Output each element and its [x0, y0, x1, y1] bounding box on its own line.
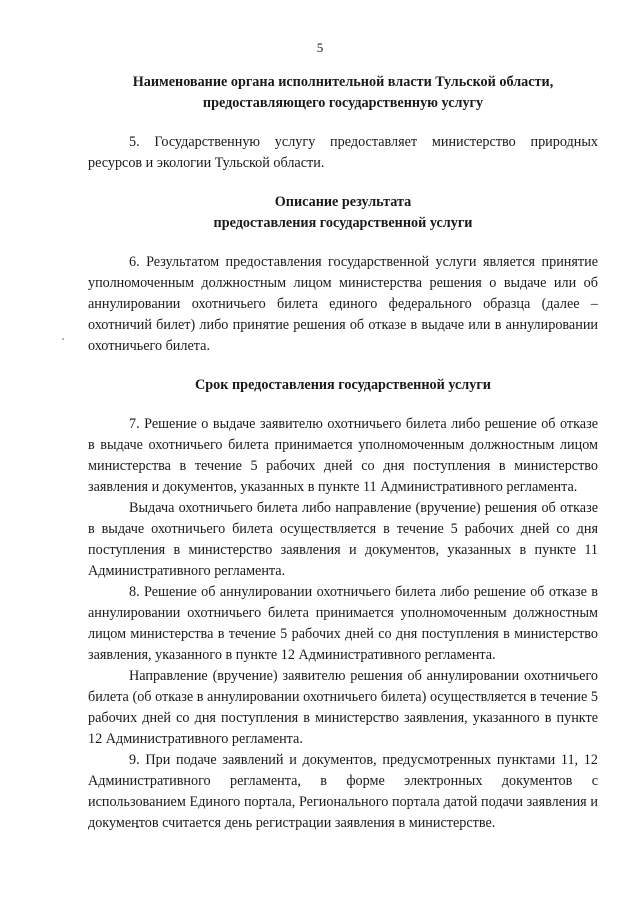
paragraph-8: 8. Решение об аннулировании охотничьего билета либо решение об отказе в аннулировании охотничьего билета принимается уполномоченным должностным лицом министерства в течение 5 рабочих дней со дня поступления в министерство заявления, указанного в пункте 12 Административного регламента.	[88, 584, 598, 663]
section-heading-authority	[88, 72, 598, 114]
heading-line: предоставляющего государственную услугу	[202, 95, 484, 111]
section-heading-result	[88, 192, 598, 234]
heading-line: Описание результата	[274, 194, 412, 210]
paragraph-8-continued: Направление (вручение) заявителю решения об аннулировании охотничьего билета (об отказе в аннулировании охотничьего билета) осуществляется в течение 5 рабочих дней со дня поступления в министерство заявления, указанного в пункте 12 Административного регламента.	[88, 668, 598, 747]
heading-line: Наименование органа исполнительной власти Тульской области,	[132, 74, 554, 90]
paragraph-7-continued: Выдача охотничьего билета либо направление (вручение) решения об отказе в выдаче охотничьего билета осуществляется в течение 5 рабочих дней со дня поступления в министерство заявления и документов, указанных в пункте 11 Административного регламента.	[88, 500, 598, 579]
section-heading-term	[88, 375, 598, 396]
scan-speck	[62, 338, 64, 340]
paragraph-9: 9. При подаче заявлений и документов, предусмотренных пунктами 11, 12 Административного регламента, в форме электронных документов с использованием Единого портала, Регионального портала датой подачи заявления и документов считается день регистрации заявления в министерстве.	[88, 752, 598, 831]
paragraph-5: 5. Государственную услугу предоставляет министерство природных ресурсов и экологии Тульской области.	[88, 134, 598, 171]
paragraph-6: 6. Результатом предоставления государственной услуги является принятие уполномоченным должностным лицом министерства решения о выдаче или об аннулировании охотничьего билета единого федерального образца (далее – охотничий билет) либо принятие решения об отказе в выдаче или в аннулировании охотничьего билета.	[88, 254, 598, 354]
paragraph-7: 7. Решение о выдаче заявителю охотничьего билета либо решение об отказе в выдаче охотничьего билета принимается уполномоченным должностным лицом министерства в течение 5 рабочих дней со дня поступления в министерство заявления и документов, указанных в пункте 11 Административного регламента.	[88, 416, 598, 495]
page-number: 5	[316, 40, 324, 55]
document-body	[88, 64, 598, 834]
heading-line: предоставления государственной услуги	[213, 215, 473, 231]
heading-line: Срок предоставления государственной услуги	[195, 377, 491, 393]
